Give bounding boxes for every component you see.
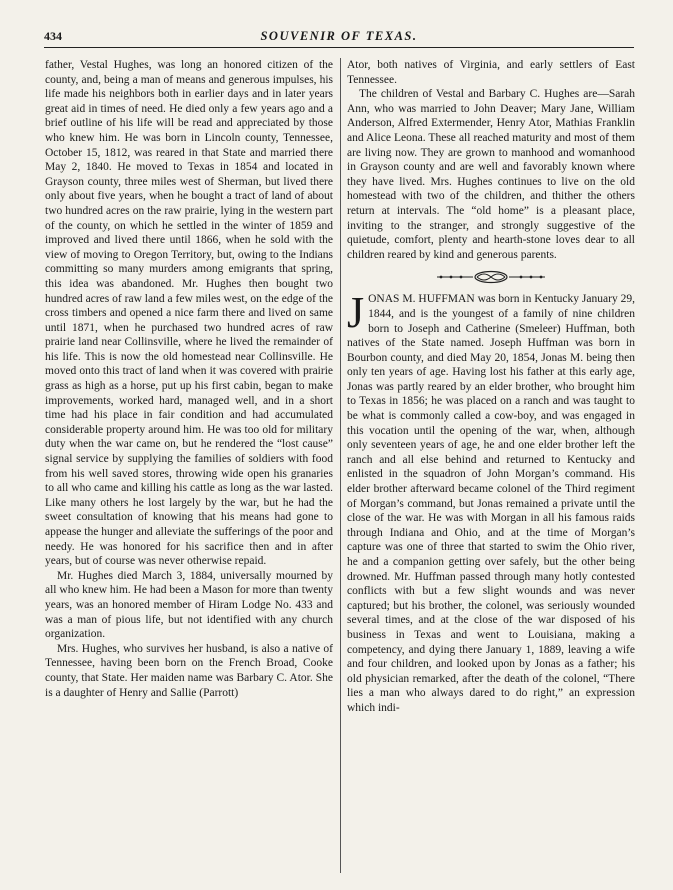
running-title: SOUVENIR OF TEXAS.	[260, 29, 418, 43]
header-rule	[44, 47, 634, 48]
left-column	[45, 58, 333, 873]
column-divider	[340, 58, 341, 873]
paragraph: father, Vestal Hughes, was long an honored citizen of the county, and, being a man of means and generous impulses, his life made his neighbors both in earlier days and in later years great aid in times of need. He died only a few years ago and a brief outline of his life will be read and appreciated by those who knew him. He was born in Lincoln county, Tennessee, October 15, 1812, was reared in that State and married there May 2, 1840. He moved to Texas in 1854 and located in Grayson county, three miles west of Sherman, but lived there only about five years, when he bought a tract of land of about two hundred acres on the raw prairie, lying in the western part of the county, on which he settled in the winter of 1859 and improved and lived there until 1866, when he sold with the view of moving to Oregon Territory, but, owing to the Indians committing so many murders among emigrants that spring, this idea was abandoned. Mr. Hughes then bought two hundred acres of raw land a few miles west, on the edge of the cross timbers and opened a nice farm there and lived on same until 1871, when he purchased two hundred acres of raw prairie land near Collinsville, where he lived the remainder of his life. This is now the old homestead near Collinsville. He moved onto this tract of land when it was covered with prairie grass as high as a horse, put up his first cabin, began to make improvements, worked hard, managed well, and in a short time had his place in fair condition and had accumulated considerable property around him. He was too old for military duty when the war came on, but he rendered the “lost cause” signal service by supplying the families of soldiers with food from his well saved stores, throwing wide open his granaries to all who came and killing his cattle as long as the war lasted. Like many others he lost largely by the war, but he had the sweet consultation of knowing that his means had gone to appease the hunger and alleviate the sufferings of the poor and needy. He was honored for his sacrifice then and in after years, but of course was never otherwise repaid.	[45, 59, 333, 568]
paragraph: Ator, both natives of Virginia, and early settlers of East Tennessee.	[347, 59, 635, 86]
right-column	[347, 58, 635, 873]
page-number: 434	[44, 29, 62, 43]
decorative-divider-icon	[347, 270, 635, 286]
biography-entry	[347, 288, 635, 715]
paragraph: Mrs. Hughes, who survives her husband, is also a native of Tennessee, having been born on the French Broad, Cooke county, that State. Her maiden name was Barbary C. Ator. She is a daughter of Henry and Sallie (Parrott)	[45, 642, 333, 699]
paragraph: Mr. Hughes died March 3, 1884, universally mourned by all who knew him. He had been a Mason for more than twenty years, was an honored member of Hiram Lodge No. 433 and was a man of pious life, but not identified with any church organization.	[45, 569, 333, 641]
entry-text: ONAS M. HUFFMAN was born in Kentucky January 29, 1844, and is the youngest of a family of nine children born to Joseph and Catherine (Smeleer) Huffman, both natives of the State named. Joseph Huffman was born in Bourbon county, and died May 20, 1854, Jonas M. being then only ten years of age. Having lost his father at this early age, Jonas was partly reared by an elder brother, who brought him to Texas in 1856; he was placed on a ranch and was taught to be what is commonly called a cow-boy, and was engaged in this vocation until the opening of the war, when, although only seventeen years of age, he and one elder brother left the ranch and all else behind and returned to Kentucky and enlisted in the squadron of John Morgan’s command. His elder brother afterward became colonel of the Third regiment of Morgan’s command, but Jonas remained a private until the close of the war. He was with Morgan in all his famous raids through Indiana and Ohio, and at the time of Morgan’s capture was one of three that started to swim the Ohio river, he and a companion getting over safely, but the other being drowned. Mr. Huffman passed through many hotly contested conflicts with but a few slight wounds and was never captured; but his brother, the colonel, was seriously wounded several times, and at the close of the war disposed of his business in Texas and went to Louisiana, making a competency, and dying there January 1, 1889, leaving a wife and four children, and looked upon by Jonas as a father; his old physician remarked, after the death of the colonel, “There lies a man who always dared to do right,” an expression which indi-	[347, 293, 635, 714]
paragraph: The children of Vestal and Barbary C. Hughes are—Sarah Ann, who was married to John Deaver; Mary Jane, William Anderson, Alfred Extermender, Henry Ator, Mathias Franklin and Alice Leona. These all reached maturity and most of them are living now. They are grown to manhood and womanhood in Grayson county and are well and favorably known where they have lived. Mrs. Hughes continues to live on the old homestead with two of the children, and thither the others return at intervals. The “old home” is a pleasant place, inviting to the stranger, and strongly suggestive of the quietude, comfort, plenty and hearth-stone loves dear to all children reared by kind and generous parents.	[347, 88, 635, 261]
drop-cap: J	[347, 288, 365, 338]
page-header	[44, 29, 634, 49]
